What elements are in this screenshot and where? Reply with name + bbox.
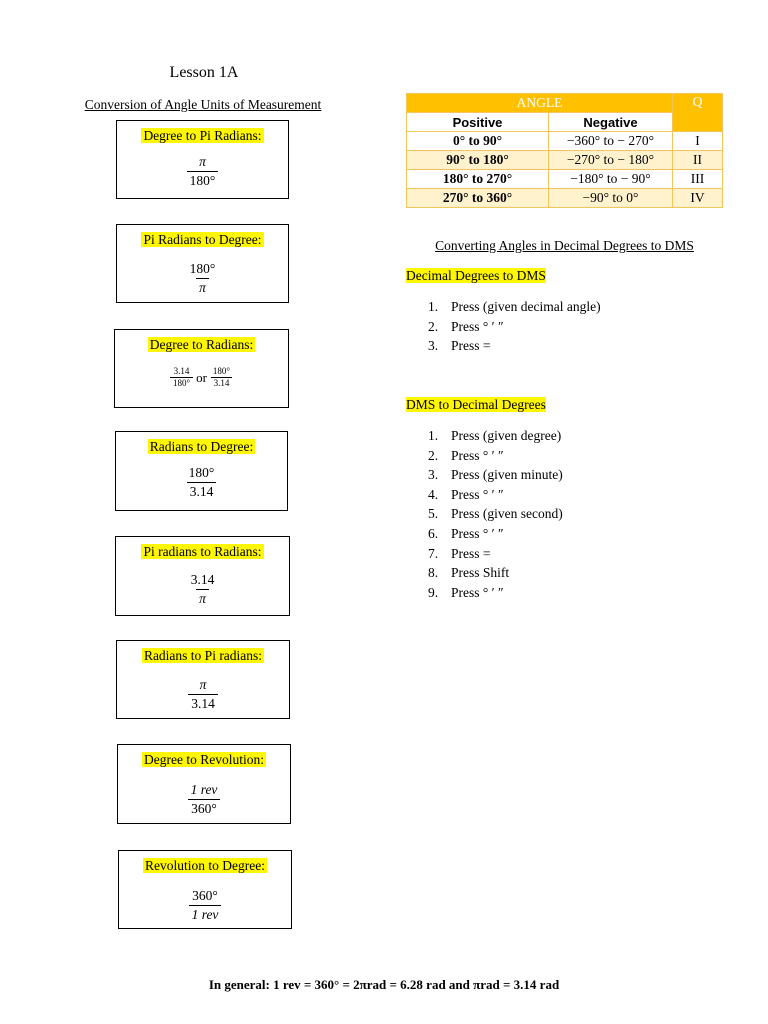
- right-numerator: 180°: [212, 366, 231, 376]
- numerator: 180°: [188, 465, 215, 480]
- cell-negative: −180° to − 90°: [549, 170, 673, 189]
- table-row: [407, 170, 723, 189]
- decimal-to-dms-heading: Decimal Degrees to DMS: [406, 268, 546, 283]
- cell-positive: 0° to 90°: [407, 132, 549, 151]
- box-label: Degree to Revolution:: [144, 752, 264, 767]
- cell-negative: −270° to − 180°: [549, 151, 673, 170]
- conversion-box-degree-to-revolution: [117, 744, 291, 824]
- list-item: 1. Press (given degree): [428, 428, 562, 443]
- numerator: π: [199, 154, 206, 169]
- left-numerator: 3.14: [173, 366, 190, 376]
- denominator: 3.14: [187, 482, 217, 501]
- conversion-box-pi-radians-to-radians: [115, 536, 290, 616]
- list-item: 6. Press ° ′ ″: [428, 525, 504, 541]
- page-subtitle: Conversion of Angle Units of Measurement: [84, 97, 322, 112]
- right-denominator: 3.14: [211, 377, 233, 389]
- box-label: Radians to Pi radians:: [143, 648, 263, 663]
- box-label: Radians to Degree:: [149, 439, 254, 454]
- fraction: [117, 260, 288, 297]
- box-label: Pi Radians to Degree:: [143, 232, 262, 247]
- dms-section-title: Converting Angles in Decimal Degrees to DMS: [435, 238, 694, 253]
- denominator: 180°: [187, 171, 219, 190]
- list-item: 5. Press (given second): [428, 506, 563, 522]
- fraction: [119, 887, 291, 924]
- or-text: or: [196, 369, 207, 385]
- cell-positive: 270° to 360°: [407, 189, 549, 208]
- decimal-to-dms-steps: [428, 297, 601, 356]
- conversion-box-degree-to-radians: [114, 329, 289, 408]
- denominator: π: [196, 278, 209, 297]
- list-item: 9. Press ° ′ ″: [428, 584, 504, 600]
- list-item: 7. Press =: [428, 545, 491, 561]
- numerator: 180°: [189, 261, 216, 276]
- list-item: 8. Press Shift: [428, 565, 510, 581]
- table-row: [407, 189, 723, 208]
- cell-quadrant: III: [673, 170, 723, 189]
- list-item: 3. Press (given minute): [428, 467, 563, 483]
- numerator: 3.14: [190, 572, 215, 587]
- conversion-box-revolution-to-degree: [118, 850, 292, 929]
- fraction: [117, 153, 288, 190]
- list-item: 2. Press ° ′ ″: [428, 318, 504, 334]
- cell-negative: −360° to − 270°: [549, 132, 673, 151]
- denominator: 3.14: [188, 694, 218, 713]
- column-header-negative: Negative: [549, 113, 673, 132]
- fraction: [116, 464, 287, 501]
- dms-to-decimal-steps: [428, 426, 563, 602]
- conversion-box-pi-radians-to-degree: [116, 224, 289, 303]
- lesson-title: Lesson 1A: [169, 64, 239, 81]
- table-row: [407, 132, 723, 151]
- box-label: Degree to Pi Radians:: [143, 128, 262, 143]
- conversion-box-degree-to-pi-radians: [116, 120, 289, 199]
- table-row: [407, 151, 723, 170]
- box-label: Pi radians to Radians:: [143, 544, 262, 559]
- fraction-pair: [115, 366, 288, 389]
- cell-quadrant: II: [673, 151, 723, 170]
- cell-quadrant: I: [673, 132, 723, 151]
- list-item: 2. Press ° ′ ″: [428, 447, 504, 463]
- fraction: [117, 676, 289, 713]
- general-formula: In general: 1 rev = 360° = 2πrad = 6.28 rad and πrad = 3.14 rad: [208, 977, 560, 992]
- numerator: 360°: [192, 888, 218, 903]
- conversion-box-radians-to-pi-radians: [116, 640, 290, 719]
- numerator: π: [199, 677, 207, 692]
- fraction: [116, 571, 289, 608]
- table-header-angle: ANGLE: [407, 94, 673, 113]
- cell-positive: 90° to 180°: [407, 151, 549, 170]
- cell-negative: −90° to 0°: [549, 189, 673, 208]
- left-denominator: 180°: [170, 377, 193, 389]
- column-header-positive: Positive: [407, 113, 549, 132]
- list-item: 3. Press =: [428, 338, 491, 354]
- cell-quadrant: IV: [673, 189, 723, 208]
- dms-to-decimal-heading: DMS to Decimal Degrees: [406, 397, 546, 412]
- box-label: Degree to Radians:: [149, 337, 254, 352]
- cell-positive: 180° to 270°: [407, 170, 549, 189]
- fraction: [118, 781, 290, 818]
- conversion-box-radians-to-degree: [115, 431, 288, 511]
- box-label: Revolution to Degree:: [145, 858, 265, 873]
- angle-quadrant-table: [406, 93, 723, 208]
- denominator: 360°: [188, 799, 220, 818]
- denominator: π: [196, 589, 209, 608]
- table-header-q: Q: [673, 94, 723, 132]
- denominator: 1 rev: [189, 905, 222, 924]
- list-item: 4. Press ° ′ ″: [428, 486, 504, 502]
- list-item: 1. Press (given decimal angle): [428, 299, 601, 314]
- numerator: 1 rev: [190, 782, 218, 797]
